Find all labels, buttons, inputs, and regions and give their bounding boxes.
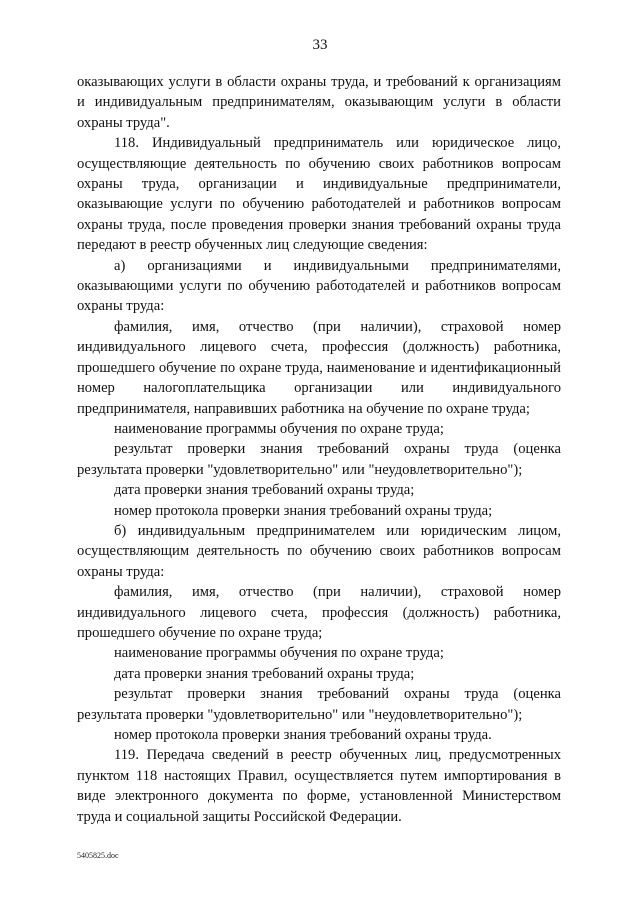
page-number: 33 xyxy=(312,37,328,53)
paragraph-item-118: 118. Индивидуальный предприниматель или юридическое лицо, осуществляющие деятельность по обучению своих работников вопросам охраны труда, организации и индивидуальные предприниматели, оказывающие услуги по обучению работодателей и работников вопросам охраны труда, после проведения проверки знания требований охраны труда передают в реестр обученных лиц следующие сведения: xyxy=(77,135,561,254)
paragraph-b-check-date: дата проверки знания требований охраны труда; xyxy=(114,665,415,682)
paragraph-a-check-result: результат проверки знания требований охраны труда (оценка результата проверки "удовлетворительно" или "неудовлетворительно"); xyxy=(77,441,561,478)
paragraph-a-protocol-number: номер протокола проверки знания требований охраны труда; xyxy=(114,502,493,519)
paragraph-item-119: 119. Передача сведений в реестр обученных лиц, предусмотренных пунктом 118 настоящих Правил, осуществляется путем импортирования в виде электронного документа по форме, установленной Министерством труда и социальной защиты Российской Федерации. xyxy=(77,747,561,825)
footer-filename: 5405825.doc xyxy=(77,851,119,860)
paragraph-a-check-date: дата проверки знания требований охраны труда; xyxy=(114,482,415,499)
paragraph-b-program-name: наименование программы обучения по охране труда; xyxy=(114,645,444,662)
paragraph-b-worker-details: фамилия, имя, отчество (при наличии), страховой номер индивидуального лицевого счета, профессия (должность) работника, прошедшего обучение по охране труда; xyxy=(77,584,561,641)
paragraph-b-protocol-number: номер протокола проверки знания требований охраны труда. xyxy=(114,727,492,743)
paragraph-continuation: оказывающих услуги в области охраны труда, и требований к организациям и индивидуальным предпринимателям, оказывающим услуги в области охраны труда". xyxy=(77,74,561,131)
paragraph-subitem-b: б) индивидуальным предпринимателем или юридическим лицом, осуществляющим деятельность по обучению своих работников вопросам охраны труда: xyxy=(77,522,561,580)
paragraph-subitem-a: а) организациями и индивидуальными предпринимателями, оказывающими услуги по обучению работодателей и работников вопросам охраны труда: xyxy=(77,257,561,315)
paragraph-a-worker-details: фамилия, имя, отчество (при наличии), страховой номер индивидуального лицевого счета, профессия (должность) работника, прошедшего обучение по охране труда, наименование и идентификационный номер налогоплательщика организации или индивидуального предпринимателя, направивших работника на обучение по охране труда; xyxy=(77,318,561,417)
paragraph-a-program-name: наименование программы обучения по охране труда; xyxy=(114,420,444,437)
paragraph-b-check-result: результат проверки знания требований охраны труда (оценка результата проверки "удовлетворительно" или "неудовлетворительно"); xyxy=(77,686,561,723)
document-body xyxy=(77,72,561,827)
